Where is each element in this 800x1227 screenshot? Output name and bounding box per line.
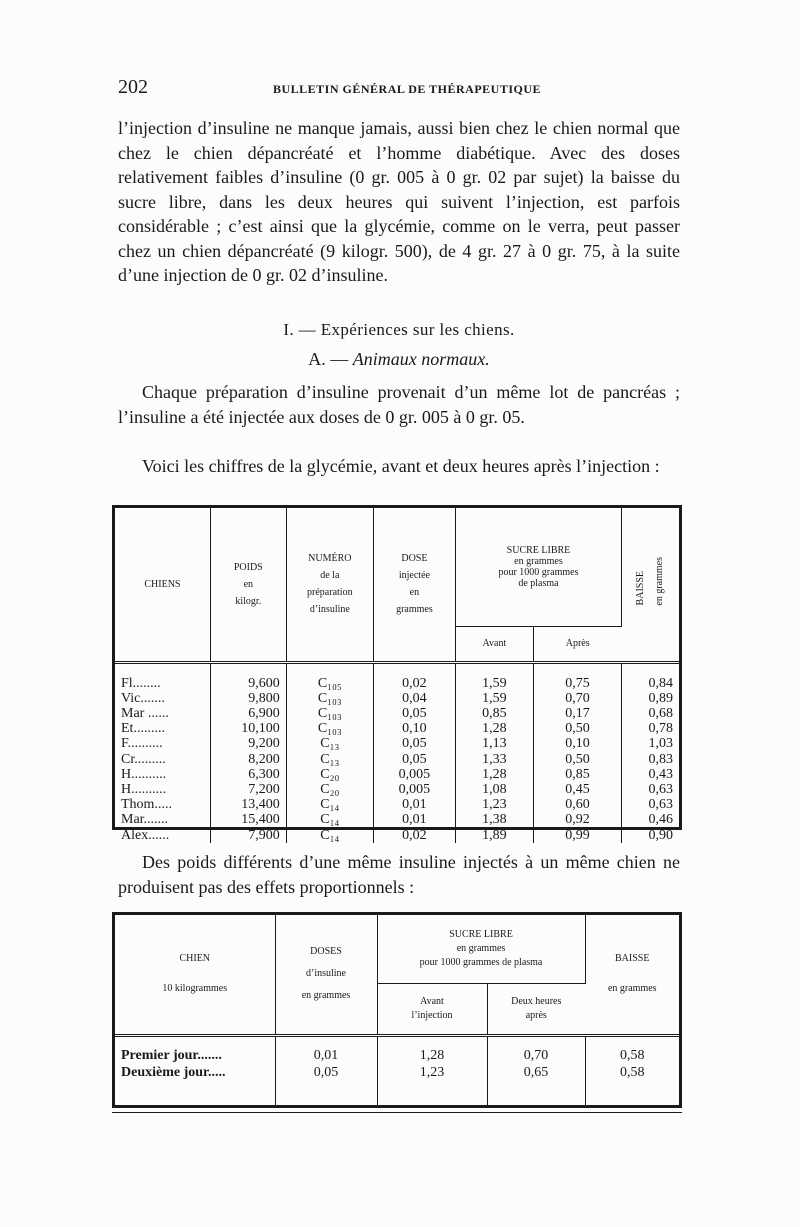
cell-avant: 1,59	[455, 662, 533, 691]
header-baisse	[585, 915, 679, 1035]
cell-name: H..........	[115, 767, 210, 782]
header-apres	[487, 983, 585, 1035]
cell-name: F..........	[115, 736, 210, 751]
cell-baisse: 1,03	[648, 736, 673, 752]
header-apres: Après	[533, 626, 621, 662]
header-line: préparation	[307, 587, 353, 599]
table-row	[115, 812, 679, 827]
cell-name: Vic.......	[115, 691, 210, 706]
cell-poids: 6,900	[210, 706, 286, 721]
cell-baisse: 0,63	[648, 781, 673, 797]
header-line: BAISSE	[635, 571, 647, 606]
header-line: DOSES	[310, 946, 342, 958]
cell-name: H..........	[115, 782, 210, 797]
cell-prep: C₂₀	[286, 767, 373, 782]
glycemia-table	[112, 505, 682, 843]
cell-poids: 7,900	[210, 828, 286, 843]
header-line: pour 1000 grammes de plasma	[419, 956, 543, 968]
cell-dose: 0,02	[373, 828, 455, 843]
cell-apres: 0,50	[533, 721, 621, 736]
header-line: de la	[320, 570, 340, 582]
cell-prep: C₁₄	[286, 797, 373, 812]
dose-comparison-table	[112, 912, 682, 1108]
table-row	[115, 782, 679, 797]
empty-cell	[115, 1081, 275, 1106]
subsection-prefix: A. —	[308, 349, 349, 369]
header-line: en grammes	[607, 983, 657, 995]
cell-avant: 1,33	[455, 752, 533, 767]
cell-dose: 0,05	[373, 706, 455, 721]
cell-apres: 0,60	[533, 797, 621, 812]
header-poids	[210, 508, 286, 662]
cell-avant: 1,23	[455, 797, 533, 812]
cell-poids: 8,200	[210, 752, 286, 767]
cell-poids: 7,200	[210, 782, 286, 797]
empty-cell	[377, 1081, 487, 1106]
page-number: 202	[118, 76, 148, 98]
header-line: en	[409, 587, 420, 599]
cell-apres: 0,99	[533, 828, 621, 843]
cell-prep: C₁₃	[286, 736, 373, 751]
cell-avant: 1,28	[455, 767, 533, 782]
cell-avant: 0,85	[455, 706, 533, 721]
header-avant: Avant	[455, 626, 533, 662]
header-line: après	[525, 1009, 547, 1021]
cell-prep: C₁₀₅	[286, 662, 373, 691]
table-filler-row	[115, 1081, 679, 1106]
cell-name: Cr.........	[115, 752, 210, 767]
cell-dose: 0,01	[373, 797, 455, 812]
table-row	[115, 1064, 679, 1081]
cell-baisse: 0,68	[648, 705, 673, 721]
empty-cell	[585, 1081, 679, 1106]
header-line: d’insuline	[309, 604, 350, 616]
cell-avant: 1,23	[377, 1064, 487, 1081]
header-line: kilogr.	[235, 595, 262, 607]
running-title: BULLETIN GÉNÉRAL DE THÉRAPEUTIQUE	[273, 82, 542, 96]
subsection-title	[118, 349, 680, 370]
header-sucre	[377, 915, 585, 983]
cell-prep: C₁₀₃	[286, 706, 373, 721]
page-header	[118, 76, 678, 102]
header-line: en	[243, 578, 254, 590]
cell-avant: 1,59	[455, 691, 533, 706]
header-numero	[286, 508, 373, 662]
paragraph-table-intro	[118, 454, 680, 479]
cell-name: Thom.....	[115, 797, 210, 812]
cell-poids: 10,100	[210, 721, 286, 736]
header-line: l’injection	[411, 1009, 453, 1021]
cell-apres: 0,50	[533, 752, 621, 767]
cell-avant: 1,28	[377, 1035, 487, 1064]
header-line: SUCRE LIBRE	[506, 544, 571, 556]
cell-avant: 1,89	[455, 828, 533, 843]
cell-baisse: 0,90	[648, 827, 673, 843]
header-line: en grammes	[514, 555, 563, 567]
table-row	[115, 721, 679, 736]
cell-apres: 0,65	[487, 1064, 585, 1081]
cell-prep: C₁₄	[286, 828, 373, 843]
cell-name: Deuxième jour.....	[115, 1064, 275, 1081]
paragraph-intro	[118, 116, 680, 288]
cell-apres: 0,92	[533, 812, 621, 827]
cell-prep: C₁₄	[286, 812, 373, 827]
cell-name: Premier jour.......	[115, 1035, 275, 1064]
cell-avant: 1,08	[455, 782, 533, 797]
header-line: en grammes	[456, 942, 506, 954]
glycemia-table-grid	[115, 508, 679, 843]
table-row	[115, 797, 679, 812]
cell-dose: 0,005	[373, 782, 455, 797]
cell-dose: 0,04	[373, 691, 455, 706]
cell-name: Alex......	[115, 828, 210, 843]
cell-poids: 9,600	[210, 662, 286, 691]
paragraph-text: Voici les chiffres de la glycémie, avant et deux heures après l’injection :	[142, 456, 660, 476]
cell-dose: 0,02	[373, 662, 455, 691]
header-line: BAISSE	[615, 953, 650, 965]
paragraph-doses	[118, 850, 680, 899]
header-line: injectée	[398, 570, 430, 582]
header-line: grammes	[396, 604, 433, 616]
paragraph-text: Chaque préparation d’insuline provenait d’un même lot de pancréas ; l’insuline a été injectée aux doses de 0 gr. 005 à 0 gr. 05.	[118, 382, 680, 427]
cell-baisse: 0,58	[620, 1047, 645, 1063]
cell-baisse: 0,43	[648, 766, 673, 782]
cell-prep: C₁₀₃	[286, 691, 373, 706]
cell-dose: 0,01	[275, 1035, 377, 1064]
cell-apres: 0,10	[533, 736, 621, 751]
cell-baisse: 0,83	[648, 751, 673, 767]
cell-dose: 0,005	[373, 767, 455, 782]
table-row	[115, 767, 679, 782]
cell-name: Mar.......	[115, 812, 210, 827]
cell-name: Et.........	[115, 721, 210, 736]
cell-baisse: 0,46	[648, 812, 673, 828]
cell-apres: 0,45	[533, 782, 621, 797]
table-row	[115, 828, 679, 843]
bottom-rule	[112, 1112, 682, 1113]
header-chiens: CHIENS	[115, 508, 210, 662]
cell-name: Mar ......	[115, 706, 210, 721]
cell-dose: 0,05	[373, 736, 455, 751]
header-avant	[377, 983, 487, 1035]
cell-dose: 0,10	[373, 721, 455, 736]
cell-poids: 6,300	[210, 767, 286, 782]
table-row	[115, 706, 679, 721]
empty-cell	[487, 1081, 585, 1106]
cell-apres: 0,70	[487, 1035, 585, 1064]
header-line: en grammes	[653, 556, 665, 606]
header-doses	[275, 915, 377, 1035]
header-sucre	[455, 508, 621, 626]
table-row	[115, 662, 679, 691]
cell-poids: 15,400	[210, 812, 286, 827]
cell-name: Fl........	[115, 662, 210, 691]
paragraph-text: Des poids différents d’une même insuline injectés à un même chien ne produisent pas des effets proportionnels :	[118, 852, 680, 897]
header-line: en grammes	[301, 990, 351, 1002]
dose-comparison-grid	[115, 915, 679, 1105]
table-row	[115, 752, 679, 767]
cell-apres: 0,75	[533, 662, 621, 691]
empty-cell	[275, 1081, 377, 1106]
subsection-label: Animaux normaux.	[352, 349, 490, 369]
dose-comparison-body	[115, 1035, 679, 1105]
table-row	[115, 691, 679, 706]
paragraph-preparation	[118, 380, 680, 429]
cell-dose: 0,05	[275, 1064, 377, 1081]
header-line: pour 1000 grammes	[498, 566, 579, 578]
header-line: de plasma	[518, 577, 559, 589]
header-line: Avant	[420, 995, 444, 1007]
cell-dose: 0,05	[373, 752, 455, 767]
header-baisse	[622, 508, 679, 662]
header-line: DOSE	[401, 553, 428, 565]
cell-dose: 0,01	[373, 812, 455, 827]
glycemia-table-body	[115, 662, 679, 843]
cell-avant: 1,38	[455, 812, 533, 827]
section-title: I. — Expériences sur les chiens.	[283, 320, 515, 339]
header-line: Deux heures	[511, 995, 562, 1007]
cell-prep: C₁₃	[286, 752, 373, 767]
cell-apres: 0,17	[533, 706, 621, 721]
cell-baisse: 0,84	[648, 675, 673, 691]
cell-prep: C₁₀₃	[286, 721, 373, 736]
cell-baisse: 0,78	[648, 721, 673, 737]
table-row	[115, 736, 679, 751]
cell-poids: 9,800	[210, 691, 286, 706]
header-line: CHIEN	[179, 953, 211, 965]
cell-avant: 1,13	[455, 736, 533, 751]
header-line: 10 kilogrammes	[162, 983, 228, 995]
cell-avant: 1,28	[455, 721, 533, 736]
cell-apres: 0,85	[533, 767, 621, 782]
paragraph-text: l’injection d’insuline ne manque jamais, aussi bien chez le chien normal que chez le chien dépancréaté et l’homme diabétique. Avec des doses relativement faibles d’insuline (0 gr. 005 à 0 gr. 02 par sujet) la baisse du sucre libre, dans les deux heures qui suivent l’injection, est parfois considérable ; c’est ainsi que la glycémie, comme on le verra, peut passer chez un chien dépancréaté (9 kilogr. 500), de 4 gr. 27 à 0 gr. 75, à la suite d’une injection de 0 gr. 02 d’insuline.	[118, 118, 680, 285]
header-line: NUMÉRO	[308, 553, 352, 565]
cell-baisse: 0,89	[648, 690, 673, 706]
cell-apres: 0,70	[533, 691, 621, 706]
cell-baisse: 0,58	[620, 1064, 645, 1080]
header-chien	[115, 915, 275, 1035]
header-line: d’insuline	[306, 968, 346, 980]
cell-prep: C₂₀	[286, 782, 373, 797]
header-dose	[373, 508, 455, 662]
header-line: POIDS	[233, 561, 263, 573]
cell-poids: 13,400	[210, 797, 286, 812]
cell-poids: 9,200	[210, 736, 286, 751]
table-row	[115, 1035, 679, 1064]
header-line: SUCRE LIBRE	[449, 928, 513, 940]
cell-baisse: 0,63	[648, 797, 673, 813]
